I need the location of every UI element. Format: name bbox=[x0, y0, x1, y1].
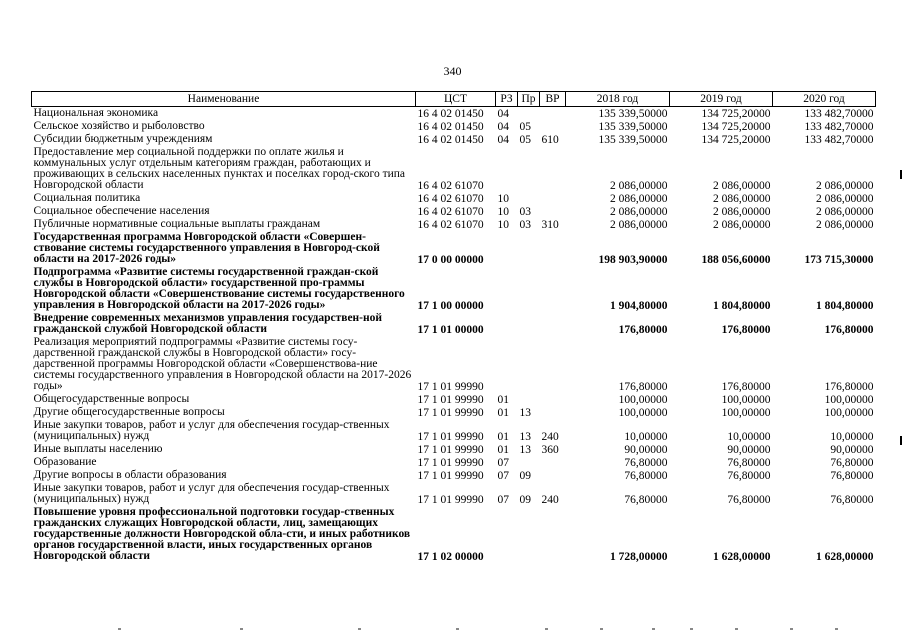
cell-rz: 04 bbox=[497, 134, 509, 146]
table-row bbox=[32, 406, 876, 419]
cell-name: Предоставление мер социальной поддержки по оплате жилья и коммунальных услуг отдельным категориям граждан, работающих и проживающих в сельских населенных пунктах и поселках город-ского типа Новгородской области bbox=[33, 146, 406, 191]
cell-2018: 10,00000 bbox=[624, 431, 668, 443]
cell-pr: 03 bbox=[519, 206, 531, 218]
table-row bbox=[32, 443, 876, 456]
table-row bbox=[32, 506, 876, 563]
cell-2020: 1 804,80000 bbox=[816, 300, 874, 312]
cell-name: Реализация мероприятий подпрограммы «Развитие системы госу-дарственной гражданской службы в Новгородской области» госу-дарственной программы Новгородской области «Совершенствова-ние системы государственного управления в Новгородской области на 2017-2026 годы» bbox=[33, 336, 412, 392]
cell-2020: 76,80000 bbox=[830, 470, 874, 482]
cell-cst: 17 1 01 99990 bbox=[417, 394, 484, 406]
cell-2018: 1 728,00000 bbox=[610, 551, 668, 563]
cell-2018: 1 904,80000 bbox=[610, 300, 668, 312]
cell-2018: 76,80000 bbox=[624, 457, 668, 469]
cell-vr bbox=[540, 107, 566, 121]
table-row bbox=[32, 312, 876, 336]
cell-2018: 90,00000 bbox=[624, 444, 668, 456]
cell-2020: 133 482,70000 bbox=[804, 108, 874, 120]
cell-pr: 09 bbox=[519, 470, 531, 482]
cell-vr bbox=[540, 146, 566, 192]
cell-vr bbox=[540, 406, 566, 419]
cell-2020: 1 628,00000 bbox=[816, 551, 874, 563]
cell-2020: 100,00000 bbox=[824, 407, 874, 419]
cell-vr: 310 bbox=[541, 219, 559, 231]
cell-rz bbox=[496, 506, 518, 563]
cell-2020: 76,80000 bbox=[830, 494, 874, 506]
cell-rz: 07 bbox=[497, 494, 509, 506]
cell-2019: 90,00000 bbox=[727, 444, 771, 456]
cell-name: Иные закупки товаров, работ и услуг для обеспечения государ-ственных (муниципальных) нужд bbox=[33, 419, 390, 442]
cell-name: Публичные нормативные социальные выплаты гражданам bbox=[33, 218, 321, 230]
cell-2020: 10,00000 bbox=[830, 431, 874, 443]
cell-vr: 240 bbox=[541, 431, 559, 443]
cell-2019: 76,80000 bbox=[727, 457, 771, 469]
column-header-pr: Пр bbox=[518, 92, 540, 107]
cell-cst: 17 1 01 99990 bbox=[417, 381, 484, 393]
table-row bbox=[32, 456, 876, 469]
cell-vr bbox=[540, 393, 566, 406]
cell-2020: 100,00000 bbox=[824, 394, 874, 406]
cell-vr bbox=[540, 506, 566, 563]
table-row bbox=[32, 120, 876, 133]
cell-pr: 13 bbox=[519, 444, 531, 456]
cell-name: Общегосударственные вопросы bbox=[33, 393, 190, 405]
cell-2018: 76,80000 bbox=[624, 494, 668, 506]
cell-rz bbox=[496, 336, 518, 393]
cell-2019: 76,80000 bbox=[727, 494, 771, 506]
cell-cst: 16 4 02 61070 bbox=[417, 193, 484, 205]
cell-2018: 176,80000 bbox=[618, 381, 668, 393]
cell-cst: 17 1 01 99990 bbox=[417, 431, 484, 443]
cell-rz: 10 bbox=[497, 219, 509, 231]
cell-2018: 135 339,50000 bbox=[598, 108, 668, 120]
scan-bottom-marks bbox=[0, 628, 905, 634]
cell-vr bbox=[540, 456, 566, 469]
cell-2020: 76,80000 bbox=[830, 457, 874, 469]
table-row bbox=[32, 133, 876, 146]
column-header-2020: 2020 год bbox=[773, 92, 876, 107]
cell-2020: 133 482,70000 bbox=[804, 121, 874, 133]
cell-2018: 135 339,50000 bbox=[598, 134, 668, 146]
table-row bbox=[32, 266, 876, 312]
cell-rz bbox=[496, 146, 518, 192]
cell-name: Другие вопросы в области образования bbox=[33, 469, 227, 481]
cell-name: Другие общегосударственные вопросы bbox=[33, 406, 225, 418]
column-header-name: Наименование bbox=[32, 92, 416, 107]
table-row bbox=[32, 393, 876, 406]
cell-2018: 100,00000 bbox=[618, 407, 668, 419]
table-row bbox=[32, 419, 876, 443]
column-header-2018: 2018 год bbox=[566, 92, 670, 107]
cell-2019: 2 086,00000 bbox=[713, 219, 771, 231]
cell-rz: 07 bbox=[497, 470, 509, 482]
cell-cst: 17 1 02 00000 bbox=[417, 551, 484, 563]
cell-2020: 90,00000 bbox=[830, 444, 874, 456]
cell-pr bbox=[518, 107, 540, 121]
cell-name: Социальное обеспечение населения bbox=[33, 205, 210, 217]
table-row bbox=[32, 482, 876, 506]
cell-vr bbox=[540, 205, 566, 218]
cell-2018: 2 086,00000 bbox=[610, 219, 668, 231]
cell-cst: 17 1 01 99990 bbox=[417, 470, 484, 482]
cell-cst: 16 4 02 61070 bbox=[417, 219, 484, 231]
cell-pr: 05 bbox=[519, 121, 531, 133]
cell-rz: 04 bbox=[497, 121, 509, 133]
cell-2018: 2 086,00000 bbox=[610, 193, 668, 205]
cell-name: Субсидии бюджетным учреждениям bbox=[33, 133, 213, 145]
cell-2020: 176,80000 bbox=[824, 381, 874, 393]
cell-2018: 198 903,90000 bbox=[598, 254, 668, 266]
cell-pr bbox=[518, 231, 540, 266]
cell-pr: 03 bbox=[519, 219, 531, 231]
cell-2019: 176,80000 bbox=[721, 381, 771, 393]
cell-cst: 16 4 02 61070 bbox=[417, 206, 484, 218]
cell-2020: 173 715,30000 bbox=[804, 254, 874, 266]
page-number: 340 bbox=[443, 64, 462, 78]
cell-pr bbox=[518, 146, 540, 192]
cell-2020: 176,80000 bbox=[824, 324, 874, 336]
scan-edge-mark bbox=[900, 170, 902, 179]
cell-rz: 01 bbox=[497, 394, 509, 406]
cell-2020: 2 086,00000 bbox=[816, 193, 874, 205]
cell-cst: 17 1 01 99990 bbox=[417, 457, 484, 469]
cell-vr bbox=[540, 120, 566, 133]
cell-2020: 2 086,00000 bbox=[816, 219, 874, 231]
cell-cst: 16 4 02 01450 bbox=[417, 121, 484, 133]
cell-cst: 16 4 02 01450 bbox=[417, 134, 484, 146]
cell-name: Социальная политика bbox=[33, 192, 141, 204]
cell-rz: 01 bbox=[497, 407, 509, 419]
cell-vr: 360 bbox=[541, 444, 559, 456]
column-header-vr: ВР bbox=[540, 92, 566, 107]
cell-rz: 10 bbox=[497, 193, 509, 205]
scan-edge-mark bbox=[900, 436, 902, 445]
cell-2018: 176,80000 bbox=[618, 324, 668, 336]
cell-2019: 134 725,20000 bbox=[701, 108, 771, 120]
cell-vr bbox=[540, 266, 566, 312]
table-header-row bbox=[32, 92, 876, 107]
cell-2018: 100,00000 bbox=[618, 394, 668, 406]
cell-2019: 134 725,20000 bbox=[701, 134, 771, 146]
cell-rz: 07 bbox=[497, 457, 509, 469]
table-body bbox=[32, 107, 876, 564]
cell-cst: 17 1 01 00000 bbox=[417, 324, 484, 336]
cell-2019: 134 725,20000 bbox=[701, 121, 771, 133]
cell-pr: 09 bbox=[519, 494, 531, 506]
cell-2019: 1 804,80000 bbox=[713, 300, 771, 312]
cell-vr bbox=[540, 336, 566, 393]
column-header-cst: ЦСТ bbox=[416, 92, 496, 107]
table-row bbox=[32, 146, 876, 192]
cell-pr: 05 bbox=[519, 134, 531, 146]
cell-name: Образование bbox=[33, 456, 97, 468]
cell-rz bbox=[496, 231, 518, 266]
cell-pr: 13 bbox=[519, 431, 531, 443]
cell-pr bbox=[518, 312, 540, 336]
cell-name: Иные закупки товаров, работ и услуг для обеспечения государ-ственных (муниципальных) нужд bbox=[33, 482, 390, 505]
cell-vr bbox=[540, 192, 566, 205]
cell-pr bbox=[518, 393, 540, 406]
cell-vr bbox=[540, 469, 566, 482]
cell-pr bbox=[518, 506, 540, 563]
cell-2019: 2 086,00000 bbox=[713, 180, 771, 192]
cell-pr bbox=[518, 456, 540, 469]
cell-cst: 16 4 02 61070 bbox=[417, 180, 484, 192]
cell-name: Национальная экономика bbox=[33, 107, 159, 119]
cell-2020: 133 482,70000 bbox=[804, 134, 874, 146]
cell-name: Государственная программа Новгородской области «Совершен-ствование системы государственного управления в Новгород-ской области на 2017-2026 годы» bbox=[33, 231, 380, 265]
cell-2018: 76,80000 bbox=[624, 470, 668, 482]
cell-vr bbox=[540, 231, 566, 266]
cell-vr bbox=[540, 312, 566, 336]
cell-2019: 76,80000 bbox=[727, 470, 771, 482]
table-row bbox=[32, 205, 876, 218]
cell-2019: 2 086,00000 bbox=[713, 193, 771, 205]
cell-rz: 04 bbox=[497, 108, 509, 120]
cell-2019: 176,80000 bbox=[721, 324, 771, 336]
cell-cst: 17 1 01 99990 bbox=[417, 494, 484, 506]
column-header-2019: 2019 год bbox=[670, 92, 773, 107]
table-row bbox=[32, 469, 876, 482]
cell-2019: 100,00000 bbox=[721, 394, 771, 406]
cell-vr: 610 bbox=[541, 134, 559, 146]
cell-rz: 01 bbox=[497, 431, 509, 443]
cell-2019: 1 628,00000 bbox=[713, 551, 771, 563]
cell-2020: 2 086,00000 bbox=[816, 180, 874, 192]
budget-table bbox=[31, 91, 876, 563]
cell-cst: 16 4 02 01450 bbox=[417, 108, 484, 120]
cell-2019: 10,00000 bbox=[727, 431, 771, 443]
cell-rz bbox=[496, 312, 518, 336]
cell-2019: 188 056,60000 bbox=[701, 254, 771, 266]
cell-2019: 100,00000 bbox=[721, 407, 771, 419]
table-row bbox=[32, 107, 876, 121]
cell-cst: 17 1 01 99990 bbox=[417, 407, 484, 419]
cell-cst: 17 1 01 99990 bbox=[417, 444, 484, 456]
table-row bbox=[32, 231, 876, 266]
table-row bbox=[32, 336, 876, 393]
cell-pr bbox=[518, 192, 540, 205]
cell-pr bbox=[518, 336, 540, 393]
cell-name: Повышение уровня профессиональной подготовки государ-ственных гражданских служащих Новгородской области, лиц, замещающих государственные должности Новгородской обла-сти, и иных работников органов государственной власти, иных государственных органов Новгородской области bbox=[33, 506, 411, 562]
cell-pr: 13 bbox=[519, 407, 531, 419]
cell-2018: 135 339,50000 bbox=[598, 121, 668, 133]
column-header-rz: РЗ bbox=[496, 92, 518, 107]
cell-pr bbox=[518, 266, 540, 312]
cell-rz bbox=[496, 266, 518, 312]
cell-cst: 17 0 00 00000 bbox=[417, 254, 484, 266]
cell-vr: 240 bbox=[541, 494, 559, 506]
cell-name: Сельское хозяйство и рыболовство bbox=[33, 120, 205, 132]
table-row bbox=[32, 192, 876, 205]
cell-name: Подпрограмма «Развитие системы государственной граждан-ской службы в Новгородской области» государственной про-граммы Новгородской области «Совершенствование системы государственного управления в Новгородской области на 2017-2026 годы» bbox=[33, 266, 405, 311]
cell-rz: 10 bbox=[497, 206, 509, 218]
cell-2018: 2 086,00000 bbox=[610, 180, 668, 192]
cell-2018: 2 086,00000 bbox=[610, 206, 668, 218]
cell-name: Внедрение современных механизмов управления государствен-ной гражданской службой Новгородской области bbox=[33, 312, 383, 335]
cell-rz: 01 bbox=[497, 444, 509, 456]
cell-name: Иные выплаты населению bbox=[33, 443, 163, 455]
cell-cst: 17 1 00 00000 bbox=[417, 300, 484, 312]
table-row bbox=[32, 218, 876, 231]
cell-2019: 2 086,00000 bbox=[713, 206, 771, 218]
cell-2020: 2 086,00000 bbox=[816, 206, 874, 218]
